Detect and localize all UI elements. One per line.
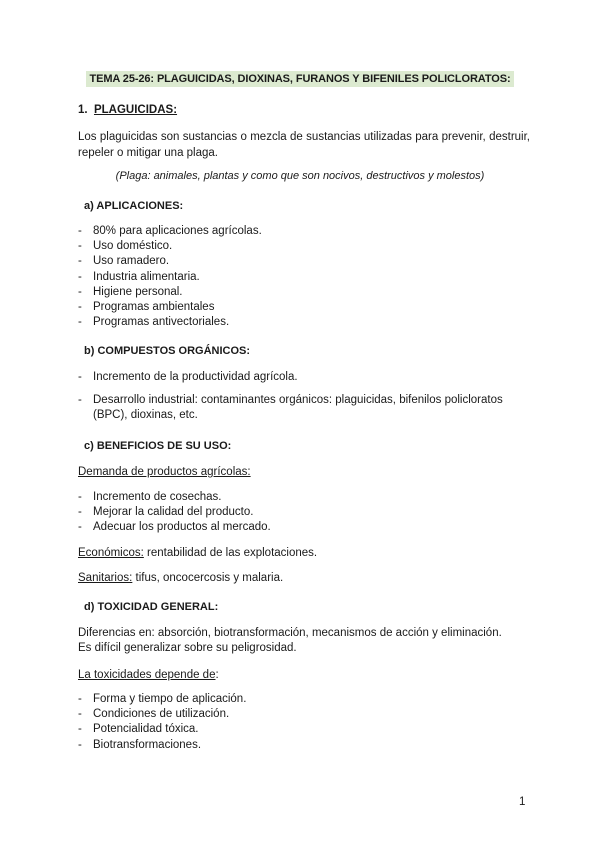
sanitary-line	[78, 571, 538, 587]
section-a-list	[78, 224, 538, 330]
plague-note: (Plaga: animales, plantas y como que son nocivos, destructivos y molestos)	[115, 170, 485, 182]
section-1-title: PLAGUICIDAS:	[93, 104, 178, 116]
toxicity-line-2: Es difícil generalizar sobre su peligrosidad.	[78, 642, 297, 654]
list-item: - Biotransformaciones.	[78, 738, 538, 753]
title-container	[0, 71, 600, 87]
toxicity-line-1: Diferencias en: absorción, biotransformación, mecanismos de acción y eliminación.	[78, 627, 502, 639]
list-item: - 80% para aplicaciones agrícolas.	[78, 224, 538, 239]
list-item: - Forma y tiempo de aplicación.	[78, 692, 538, 707]
list-item: - Adecuar los productos al mercado.	[78, 520, 538, 535]
economic-line	[78, 546, 538, 562]
section-1-intro: Los plaguicidas son sustancias o mezcla de sustancias utilizadas para prevenir, destruir, repeler o mitigar una plaga.	[78, 131, 530, 159]
demand-label: Demanda de productos agrícolas:	[78, 466, 251, 478]
depends-label: La toxicidades depende de	[78, 669, 216, 681]
list-item: - Condiciones de utilización.	[78, 707, 538, 722]
list-item: - Incremento de cosechas.	[78, 490, 538, 505]
list-item: - Potencialidad tóxica.	[78, 722, 538, 737]
depends-colon: :	[215, 669, 219, 681]
economic-text: rentabilidad de las explotaciones.	[143, 547, 318, 559]
list-item: - Uso ramadero.	[78, 254, 538, 269]
depends-line	[78, 668, 538, 684]
section-c-heading: c) BENEFICIOS DE SU USO:	[84, 440, 232, 452]
section-a-heading: a) APLICACIONES:	[84, 200, 184, 212]
section-c-list	[78, 490, 538, 536]
section-d-heading: d) TOXICIDAD GENERAL:	[84, 601, 219, 613]
section-b-heading: b) COMPUESTOS ORGÁNICOS:	[84, 345, 251, 357]
economic-label: Económicos:	[78, 547, 144, 559]
list-item: - Programas antivectoriales.	[78, 315, 538, 330]
document-title: TEMA 25-26: PLAGUICIDAS, DIOXINAS, FURANOS Y BIFENILES POLICLORATOS:	[86, 71, 513, 87]
section-d-list	[78, 692, 538, 753]
sanitary-text: tifus, oncocercosis y malaria.	[132, 572, 284, 584]
section-1-number: 1.	[78, 104, 88, 116]
section-b-list	[78, 370, 538, 424]
list-item: - Industria alimentaria.	[78, 270, 538, 285]
section-1-heading	[78, 104, 177, 116]
list-item: - Higiene personal.	[78, 285, 538, 300]
list-item: - Incremento de la productividad agrícola.	[78, 370, 538, 385]
list-item: - Programas ambientales	[78, 300, 538, 315]
list-item: - Uso doméstico.	[78, 239, 538, 254]
list-item: - Desarrollo industrial: contaminantes orgánicos: plaguicidas, bifenilos policloratos (BPC), dioxinas, etc.	[78, 393, 538, 423]
list-item: - Mejorar la calidad del producto.	[78, 505, 538, 520]
sanitary-label: Sanitarios:	[78, 572, 133, 584]
page-number: 1	[519, 796, 526, 808]
